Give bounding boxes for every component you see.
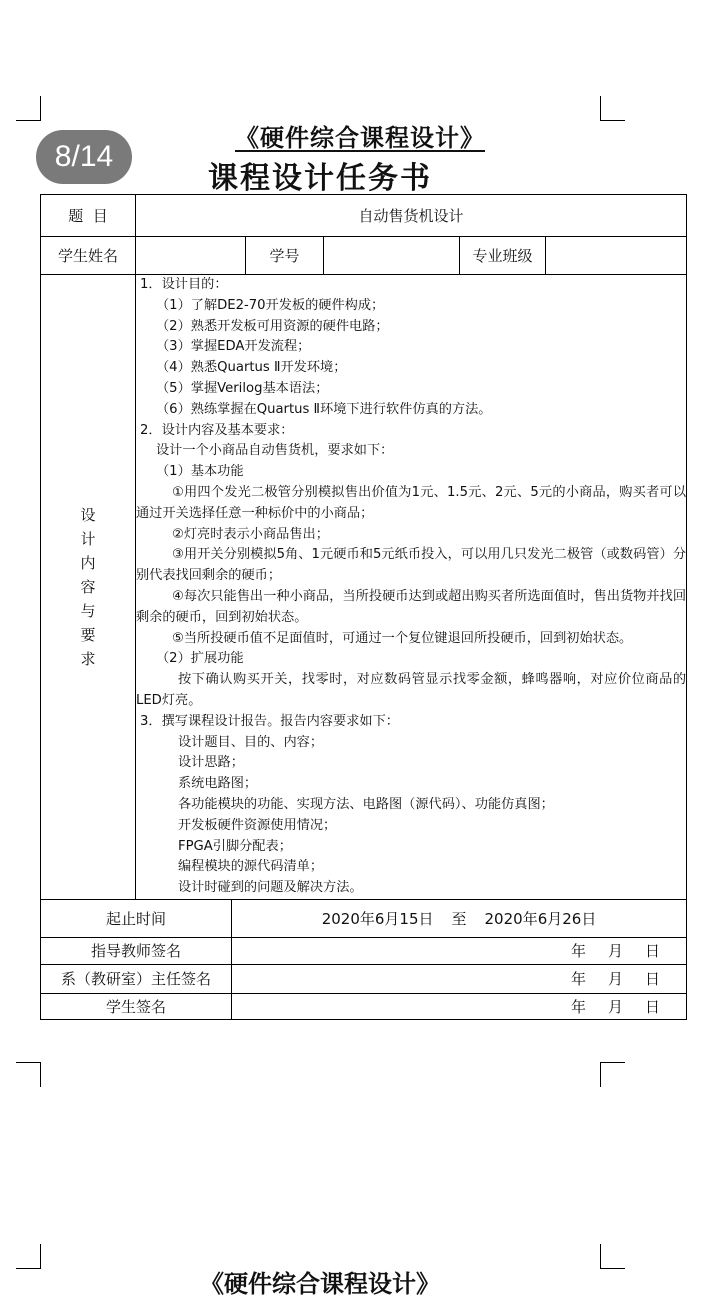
requirements-label: 设 计 内 容 与 要 求 — [41, 275, 136, 900]
list-item: 设计时碰到的问题及解决方法。 — [178, 880, 363, 896]
extended-function-text: 按下确认购买开关，找零时，对应数码管显示找零金额，蜂鸣器响，对应价位商品的LED灯亮。 — [136, 672, 687, 708]
crop-mark-bottom-left — [16, 1062, 41, 1087]
topic-label: 题 目 — [41, 195, 136, 237]
document-subtitle: 课程设计任务书 — [208, 161, 432, 196]
student-name-label: 学生姓名 — [41, 237, 136, 275]
to-word: 至 — [451, 909, 467, 928]
major-class-field[interactable] — [546, 237, 687, 275]
list-item: ③用开关分别模拟5角、1元硬币和5元纸币投入，可以用几只发光二极管（或数码管）分别代表找回剩余的硬币； — [136, 547, 687, 584]
director-sign-field[interactable]: 年 月 日 — [232, 964, 687, 993]
start-date: 2020年6月15日 — [321, 909, 434, 928]
list-item: ⑤当所投硬币值不足面值时，可通过一个复位键退回所投硬币，回到初始状态。 — [172, 630, 633, 646]
student-info-row — [41, 237, 687, 275]
requirements-row — [41, 275, 687, 900]
student-name-field[interactable] — [136, 237, 246, 275]
page-indicator-badge[interactable]: 8/14 — [36, 130, 132, 184]
list-item: （1）了解DE2-70开发板的硬件构成； — [156, 297, 385, 313]
list-item: 设计思路； — [178, 755, 244, 771]
student-id-field[interactable] — [324, 237, 460, 275]
list-item: 开发板硬件资源使用情况； — [178, 817, 337, 833]
next-page-title: 《硬件综合课程设计》 — [200, 1270, 440, 1298]
period-label: 起止时间 — [41, 899, 232, 937]
major-class-label: 专业班级 — [460, 237, 546, 275]
student-sign-label: 学生签名 — [41, 993, 232, 1019]
section-3-title: 3．撰写课程设计报告。报告内容要求如下： — [140, 713, 399, 729]
task-form-table — [40, 194, 687, 1020]
list-item: 各功能模块的功能、实现方法、电路图（源代码）、功能仿真图； — [178, 796, 554, 812]
topic-row — [41, 195, 687, 237]
list-item: （6）熟练掌握在Quartus Ⅱ环境下进行软件仿真的方法。 — [156, 401, 492, 417]
end-date: 2020年6月26日 — [484, 909, 597, 928]
list-item: FPGA引脚分配表； — [178, 838, 292, 854]
section-2-title: 2．设计内容及基本要求： — [140, 422, 294, 438]
period-value — [232, 899, 687, 937]
crop-mark-bottom-right — [600, 1062, 625, 1087]
student-id-label: 学号 — [246, 237, 324, 275]
topic-value: 自动售货机设计 — [136, 195, 687, 237]
list-item: ②灯亮时表示小商品售出； — [172, 526, 329, 542]
director-sign-label: 系（教研室）主任签名 — [41, 964, 232, 993]
period-row — [41, 899, 687, 937]
list-item: （4）熟悉Quartus Ⅱ开发环境； — [156, 360, 347, 376]
list-item: （3）掌握EDA开发流程； — [156, 339, 311, 355]
extended-function-title: （2）扩展功能 — [156, 651, 244, 667]
list-item: （2）熟悉开发板可用资源的硬件电路； — [156, 318, 389, 334]
section-2-intro: 设计一个小商品自动售货机，要求如下： — [156, 443, 394, 459]
director-sign-row — [41, 964, 687, 993]
list-item: ④每次只能售出一种小商品，当所投硬币达到或超出购买者所选面值时，售出货物并找回剩余的硬币，回到初始状态。 — [136, 588, 687, 625]
list-item: 设计题目、目的、内容； — [178, 734, 324, 750]
requirements-content — [136, 275, 687, 900]
student-sign-row — [41, 993, 687, 1019]
list-item: 编程模块的源代码清单； — [178, 859, 324, 875]
list-item: 系统电路图； — [178, 776, 258, 792]
advisor-sign-field[interactable]: 年 月 日 — [232, 937, 687, 964]
student-sign-field[interactable]: 年 月 日 — [232, 993, 687, 1019]
list-item: （5）掌握Verilog基本语法； — [156, 380, 329, 396]
list-item: ①用四个发光二极管分别模拟售出价值为1元、1.5元、2元、5元的小商品，购买者可以通过开关选择任意一种标价中的小商品； — [136, 484, 687, 521]
basic-function-title: （1）基本功能 — [156, 464, 244, 480]
section-1-title: 1．设计目的： — [140, 277, 228, 292]
advisor-sign-label: 指导教师签名 — [41, 937, 232, 964]
advisor-sign-row — [41, 937, 687, 964]
document-title: 《硬件综合课程设计》 — [235, 124, 485, 152]
